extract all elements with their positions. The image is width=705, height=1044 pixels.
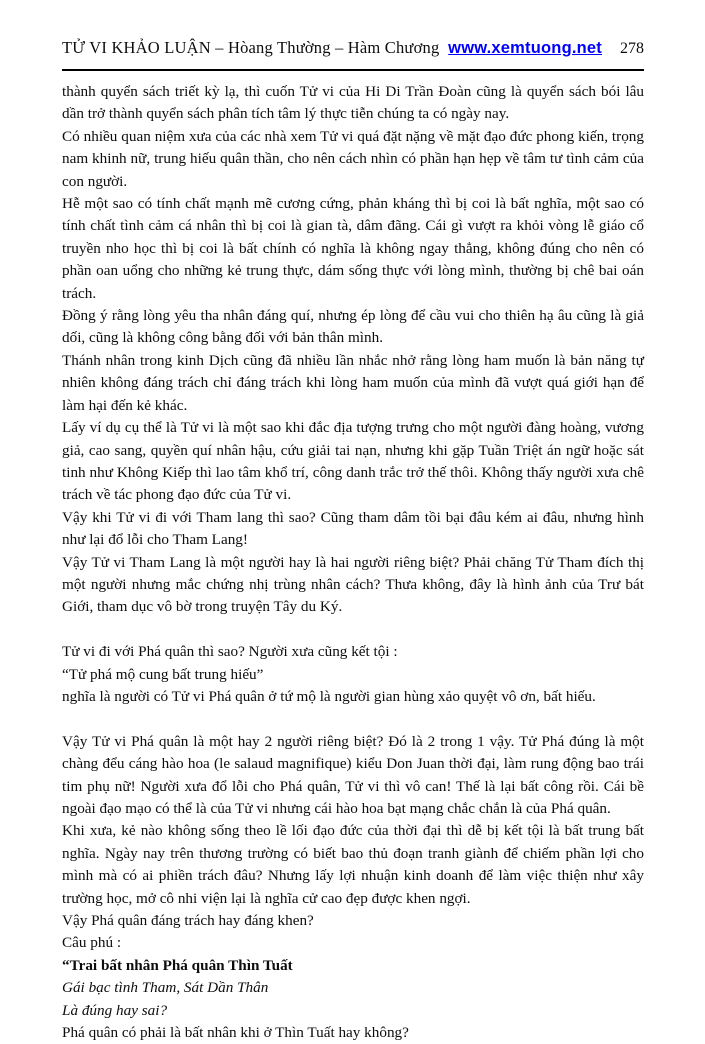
- paragraph: thành quyển sách triết kỳ lạ, thì cuốn Tử vi của Hi Di Trần Đoàn cũng là quyển sách bói lâu dần trở thành quyển sách phân tích tâm lý thực tiễn chúng ta có ngày nay.: [62, 83, 644, 123]
- paragraph: Tử vi đi với Phá quân thì sao? Người xưa cũng kết tội :: [62, 643, 398, 661]
- paragraph: Vậy khi Tử vi đi với Tham lang thì sao? Cũng tham dâm tồi bại đâu kém ai đâu, nhưng hình như lại đổ lỗi cho Tham Lang!: [62, 508, 644, 549]
- paragraph: Phá quân có phải là bất nhân khi ở Thìn Tuất hay không?: [62, 1024, 409, 1042]
- document-body: [62, 81, 644, 1044]
- site-link[interactable]: www.xemtuong.net: [448, 39, 602, 57]
- blank-line: [62, 619, 644, 641]
- book-title: TỬ VI KHẢO LUẬN – Hòang Thường – Hàm Chương: [62, 38, 440, 57]
- paragraph: Vậy Phá quân đáng trách hay đáng khen?: [62, 912, 314, 929]
- header-right: [448, 39, 644, 58]
- paragraph: Khi xưa, kẻ nào không sống theo lề lối đạo đức của thời đại thì dễ bị kết tội là bất trung bất nghĩa. Ngày nay trên thương trường có biết bao thủ đoạn tranh giành để chiếm phần lợi cho mình mà có ai phiền trách đâu? Nhưng lấy lợi nhuận kinh doanh để làm việc thiện như xây trường học, mở cô nhi viện lại là nghĩa cử cao đẹp được khen ngợi.: [62, 822, 644, 907]
- paragraph: Đồng ý rằng lòng yêu tha nhân đáng quí, nhưng ép lòng để cầu vui cho thiên hạ âu cũng là giả dối, cũng là không công bằng đối với bản thân mình.: [62, 307, 644, 347]
- page-number: 278: [620, 40, 644, 57]
- verse-line-italic: Gái bạc tình Tham, Sát Dần Thân: [62, 979, 269, 997]
- quote-line: “Tử phá mộ cung bất trung hiếu”: [62, 665, 264, 683]
- paragraph: Lấy ví dụ cụ thể là Tử vi là một sao khi đắc địa tượng trưng cho một người đàng hoàng, vương giả, cao sang, quyền quí nhân hậu, cứu giải tai nạn, nhưng khi gặp Tuần Triệt án ngữ hoặc sát tinh như Không Kiếp thì lao tâm khổ trí, công danh trắc trở thế thôi. Không thấy người xưa chê trách về tác phong đạo đức của Tử vi.: [62, 419, 644, 504]
- paragraph: Vậy Tử vi Phá quân là một hay 2 người riêng biệt? Đó là 2 trong 1 vậy. Tử Phá đúng là một chàng đểu cáng hào hoa (le salaud magnifique) kiểu Don Juan thời đại, làm rung động bao trái tim phụ nữ! Người xưa đổ lỗi cho Phá quân, Tử vi thì vô can! Thế là lại bất công rồi. Cái bề ngoài đạo mạo có thể là của Tử vi nhưng cái hào hoa bạt mạng chắc chắn là của Phá quân.: [62, 732, 644, 817]
- paragraph: Thánh nhân trong kinh Dịch cũng đã nhiều lần nhắc nhở rằng lòng ham muốn là bản năng tự nhiên không đáng trách chỉ đáng trách khi lòng ham muốn của mình đã vượt quá giới hạn để làm hại đến kẻ khác.: [62, 351, 644, 414]
- paragraph: Vậy Tử vi Tham Lang là một người hay là hai người riêng biệt? Phải chăng Tử Tham đích thị một người nhưng mắc chứng nhị trùng nhân cách? Thưa không, đây là hình ảnh của Trư bát Giới, tham dục vô bờ trong truyện Tây du Ký.: [62, 553, 644, 616]
- verse-line-bold: “Trai bất nhân Phá quân Thìn Tuất: [62, 956, 293, 974]
- page-header: [62, 38, 644, 58]
- blank-line: [62, 708, 644, 730]
- header-rule: [62, 69, 644, 71]
- paragraph: Câu phú :: [62, 934, 122, 952]
- paragraph: nghĩa là người có Tử vi Phá quân ở tứ mộ là người gian hùng xảo quyệt vô ơn, bất hiếu.: [62, 687, 596, 705]
- verse-line-italic: Là đúng hay sai?: [62, 1001, 168, 1019]
- paragraph: Có nhiều quan niệm xưa của các nhà xem Tử vi quá đặt nặng về mặt đạo đức phong kiến, trọng nam khinh nữ, trung hiếu quân thần, cho nên cách nhìn có phần hạn hẹp về tâm tư tình cảm của con người.: [62, 127, 644, 190]
- paragraph: Hễ một sao có tính chất mạnh mẽ cương cứng, phản kháng thì bị coi là bất nghĩa, một sao có tính chất tình cảm cá nhân thì bị coi là gian tà, dâm đãng. Cái gì vượt ra khỏi vòng lễ giáo cổ truyền nho học thì bị coi là bất chính có nghĩa là không ngay thẳng, không đúng cho nên có phần oan uổng cho những kẻ trung thực, dám sống thực với lòng mình, thường bị chê bai oán trách.: [62, 195, 644, 302]
